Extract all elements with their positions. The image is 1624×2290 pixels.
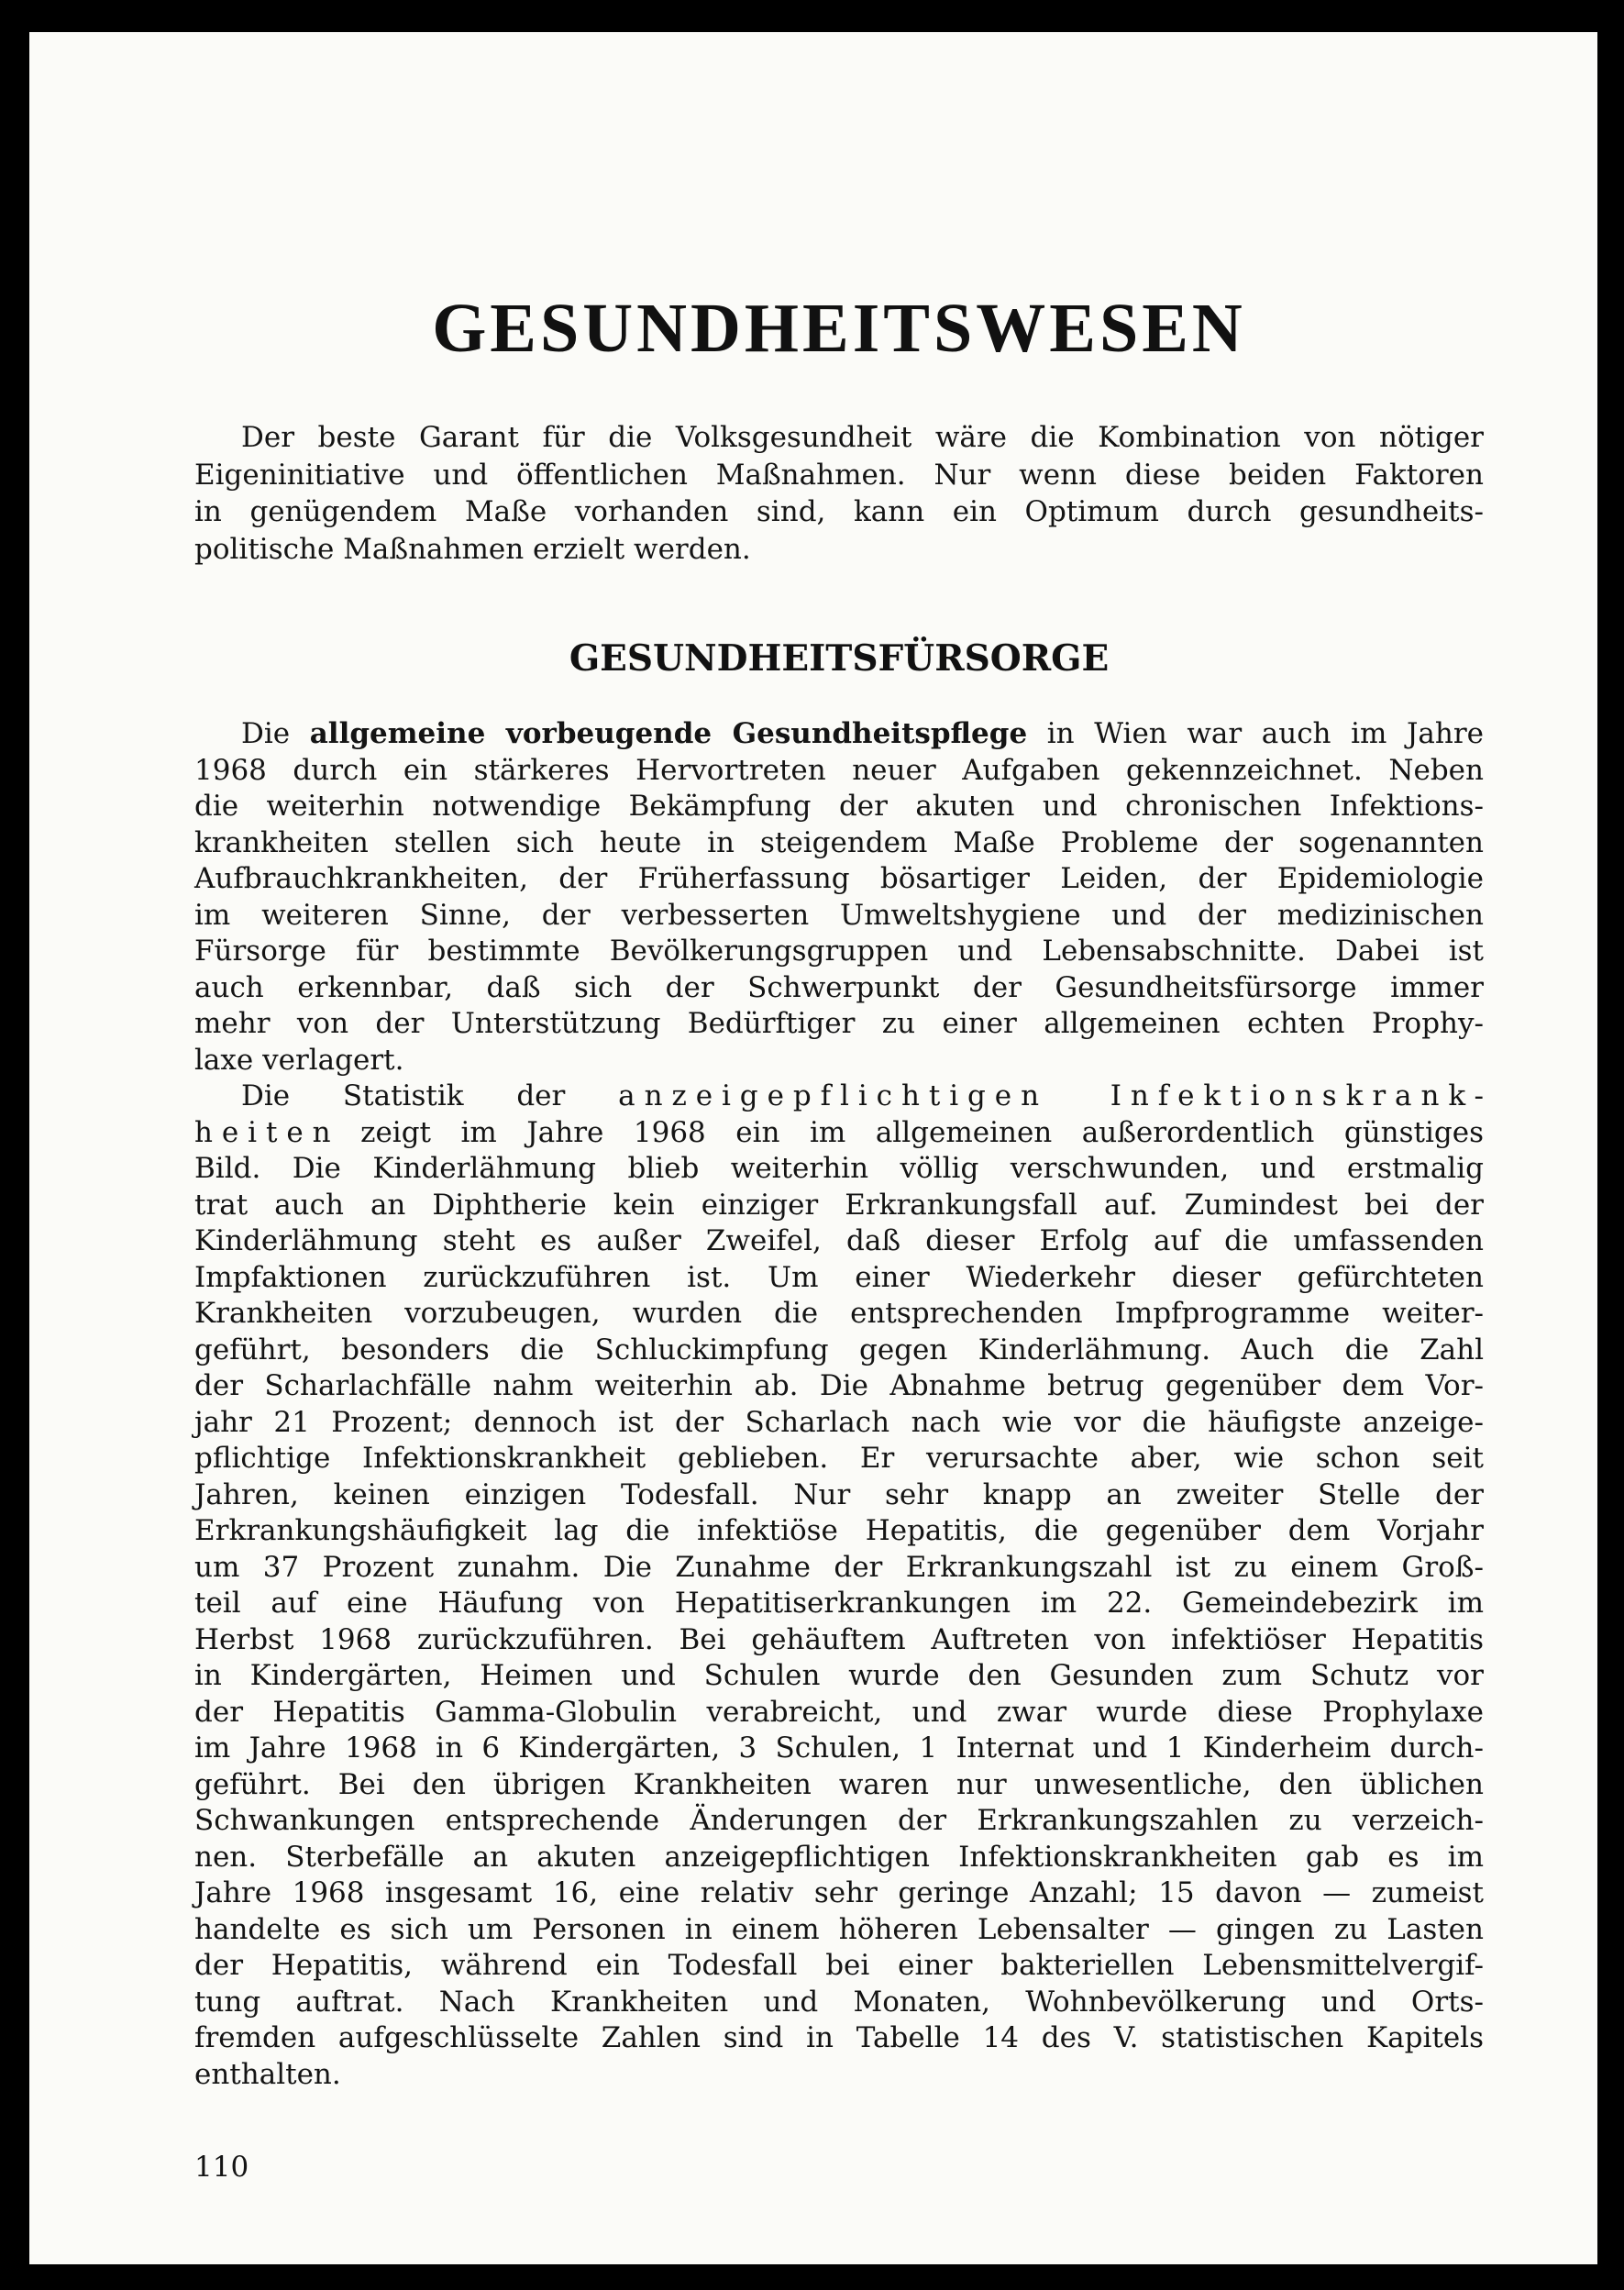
text-run: politische Maßnahmen erzielt werden. (194, 532, 751, 566)
text-run: der Hepatitis, während ein Todesfall bei einer bakteriellen Lebensmittelvergif- (194, 1949, 1484, 1982)
text-run: in genügendem Maße vorhanden sind, kann ein Optimum durch gesundheits- (194, 495, 1484, 528)
text-run: Herbst 1968 zurückzuführen. Bei gehäuftem Auftreten von infektiöser Hepatitis (194, 1622, 1484, 1656)
text-run: im Jahre 1968 in 6 Kindergärten, 3 Schulen, 1 Internat und 1 Kinderheim durch- (194, 1731, 1484, 1765)
text-run: Kinderlähmung steht es außer Zweifel, daß dieser Erfolg auf die umfassenden (194, 1224, 1484, 1257)
section-heading: GESUNDHEITSFÜRSORGE (569, 637, 1110, 680)
text-run: Bild. Die Kinderlähmung blieb weiterhin völlig verschwunden, und erstmalig (194, 1152, 1484, 1185)
text-line (194, 789, 1484, 825)
text-line (194, 1622, 1484, 1659)
text-line (194, 2020, 1484, 2057)
text-run: Die (241, 717, 310, 750)
text-run: tung auftrat. Nach Krankheiten und Monaten, Wohnbevölkerung und Orts- (194, 1985, 1484, 2019)
text-line (194, 1368, 1484, 1405)
text-run: zeigt im Jahre 1968 ein im allgemeinen außerordentlich günstiges (330, 1115, 1484, 1149)
text-line (194, 1767, 1484, 1804)
page-number: 110 (194, 2151, 249, 2184)
text-line (194, 1260, 1484, 1297)
text-line (194, 1840, 1484, 1876)
text-run: Jahre 1968 insgesamt 16, eine relativ sehr geringe Anzahl; 15 davon — zumeist (194, 1876, 1484, 1909)
section-body (194, 716, 1493, 2093)
text-line (194, 2057, 1484, 2094)
text-line (194, 934, 1484, 970)
text-line (194, 1586, 1484, 1622)
text-line (194, 753, 1484, 790)
text-line (194, 1151, 1484, 1188)
text-line (194, 1477, 1484, 1514)
text-line (194, 1296, 1484, 1333)
text-run: Jahren, keinen einzigen Todesfall. Nur sehr knapp an zweiter Stelle der (194, 1477, 1484, 1511)
text-line (194, 1695, 1484, 1731)
text-line (194, 1985, 1484, 2021)
text-line (194, 1115, 1484, 1152)
text-run: Eigeninitiative und öffentlichen Maßnahmen. Nur wenn diese beiden Faktoren (194, 458, 1484, 492)
spaced-emphasis: anzeigepflichtigen Infektionskrank- (618, 1079, 1493, 1112)
text-run: der Scharlachfälle nahm weiterhin ab. Die Abnahme betrug gegenüber dem Vor- (194, 1369, 1484, 1402)
text-line (194, 1441, 1484, 1477)
text-run: laxe verlagert. (194, 1043, 404, 1077)
text-line (194, 898, 1484, 935)
paragraph (194, 419, 1484, 568)
text-run: Erkrankungshäufigkeit lag die infektiöse Hepatitis, die gegenüber dem Vorjahr (194, 1514, 1484, 1547)
text-line (194, 1513, 1484, 1550)
text-line (194, 861, 1484, 898)
text-line (194, 493, 1484, 531)
text-line (194, 1223, 1484, 1260)
text-line (194, 1875, 1484, 1912)
text-line (194, 825, 1484, 862)
text-run: in Kindergärten, Heimen und Schulen wurde den Gesunden zum Schutz vor (194, 1659, 1484, 1692)
text-run: enthalten. (194, 2057, 341, 2091)
text-run: fremden aufgeschlüsselte Zahlen sind in Tabelle 14 des V. statistischen Kapitels (194, 2021, 1484, 2054)
text-run: Aufbrauchkrankheiten, der Früherfassung bösartiger Leiden, der Epidemiologie (194, 862, 1484, 895)
text-run: 1968 durch ein stärkeres Hervortreten neuer Aufgaben gekennzeichnet. Neben (194, 753, 1484, 787)
document-page (29, 32, 1597, 2264)
text-run: jahr 21 Prozent; dennoch ist der Scharlach nach wie vor die häufigste anzeige- (194, 1405, 1484, 1439)
text-run: handelte es sich um Personen in einem höheren Lebensalter — gingen zu Lasten (194, 1912, 1484, 1946)
text-line (194, 716, 1484, 753)
text-line (194, 1948, 1484, 1985)
text-line (194, 1079, 1493, 1115)
text-line (194, 1333, 1484, 1369)
bold-emphasis: allgemeine vorbeugende Gesundheitspflege (309, 717, 1028, 750)
text-run: Impfaktionen zurückzuführen ist. Um einer Wiederkehr dieser gefürchteten (194, 1260, 1484, 1294)
text-run: auch erkennbar, daß sich der Schwerpunkt der Gesundheitsfürsorge immer (194, 970, 1484, 1004)
text-run: um 37 Prozent zunahm. Die Zunahme der Erkrankungszahl ist zu einem Groß- (194, 1550, 1484, 1584)
text-run: Krankheiten vorzubeugen, wurden die entsprechenden Impfprogramme weiter- (194, 1297, 1484, 1330)
text-run: krankheiten stellen sich heute in steigendem Maße Probleme der sogenannten (194, 825, 1484, 859)
intro-text (194, 419, 1484, 568)
paragraph (194, 1079, 1493, 2093)
paragraph (194, 716, 1484, 1079)
text-run: die weiterhin notwendige Bekämpfung der akuten und chronischen Infektions- (194, 790, 1484, 823)
text-line (194, 1912, 1484, 1949)
page-title: GESUNDHEITSWESEN (432, 290, 1246, 367)
text-line (194, 1658, 1484, 1695)
spaced-emphasis: heiten (194, 1115, 340, 1149)
text-run: in Wien war auch im Jahre (1027, 717, 1485, 750)
text-line (194, 419, 1484, 457)
text-line (194, 1550, 1484, 1587)
text-line (194, 1006, 1484, 1043)
text-run: geführt, besonders die Schluckimpfung gegen Kinderlähmung. Auch die Zahl (194, 1333, 1484, 1366)
text-line (194, 1043, 1484, 1079)
text-line (194, 1405, 1484, 1442)
text-line (194, 1803, 1484, 1840)
text-run: geführt. Bei den übrigen Krankheiten waren nur unwesentliche, den üblichen (194, 1767, 1484, 1801)
text-run: trat auch an Diphtherie kein einziger Erkrankungsfall auf. Zumindest bei der (194, 1188, 1484, 1222)
text-line (194, 531, 1484, 569)
text-run: teil auf eine Häufung von Hepatitiserkrankungen im 22. Gemeindebezirk im (194, 1587, 1484, 1620)
text-run: Die Statistik der (241, 1079, 619, 1112)
text-run: Fürsorge für bestimmte Bevölkerungsgruppen und Lebensabschnitte. Dabei ist (194, 935, 1484, 968)
text-run: mehr von der Unterstützung Bedürftiger zu einer allgemeinen echten Prophy- (194, 1007, 1484, 1040)
text-run: pflichtige Infektionskrankheit geblieben. Er verursachte aber, wie schon seit (194, 1442, 1484, 1475)
text-run: Schwankungen entsprechende Änderungen der Erkrankungszahlen zu verzeich- (194, 1804, 1484, 1837)
text-line (194, 1731, 1484, 1767)
text-run: nen. Sterbefälle an akuten anzeigepflichtigen Infektionskrankheiten gab es im (194, 1840, 1484, 1874)
text-line (194, 970, 1484, 1007)
text-line (194, 457, 1484, 494)
text-run: der Hepatitis Gamma-Globulin verabreicht, und zwar wurde diese Prophylaxe (194, 1695, 1484, 1729)
text-line (194, 1188, 1484, 1224)
text-run: im weiteren Sinne, der verbesserten Umweltshygiene und der medizinischen (194, 898, 1484, 932)
text-run: Der beste Garant für die Volksgesundheit wäre die Kombination von nötiger (241, 421, 1484, 454)
